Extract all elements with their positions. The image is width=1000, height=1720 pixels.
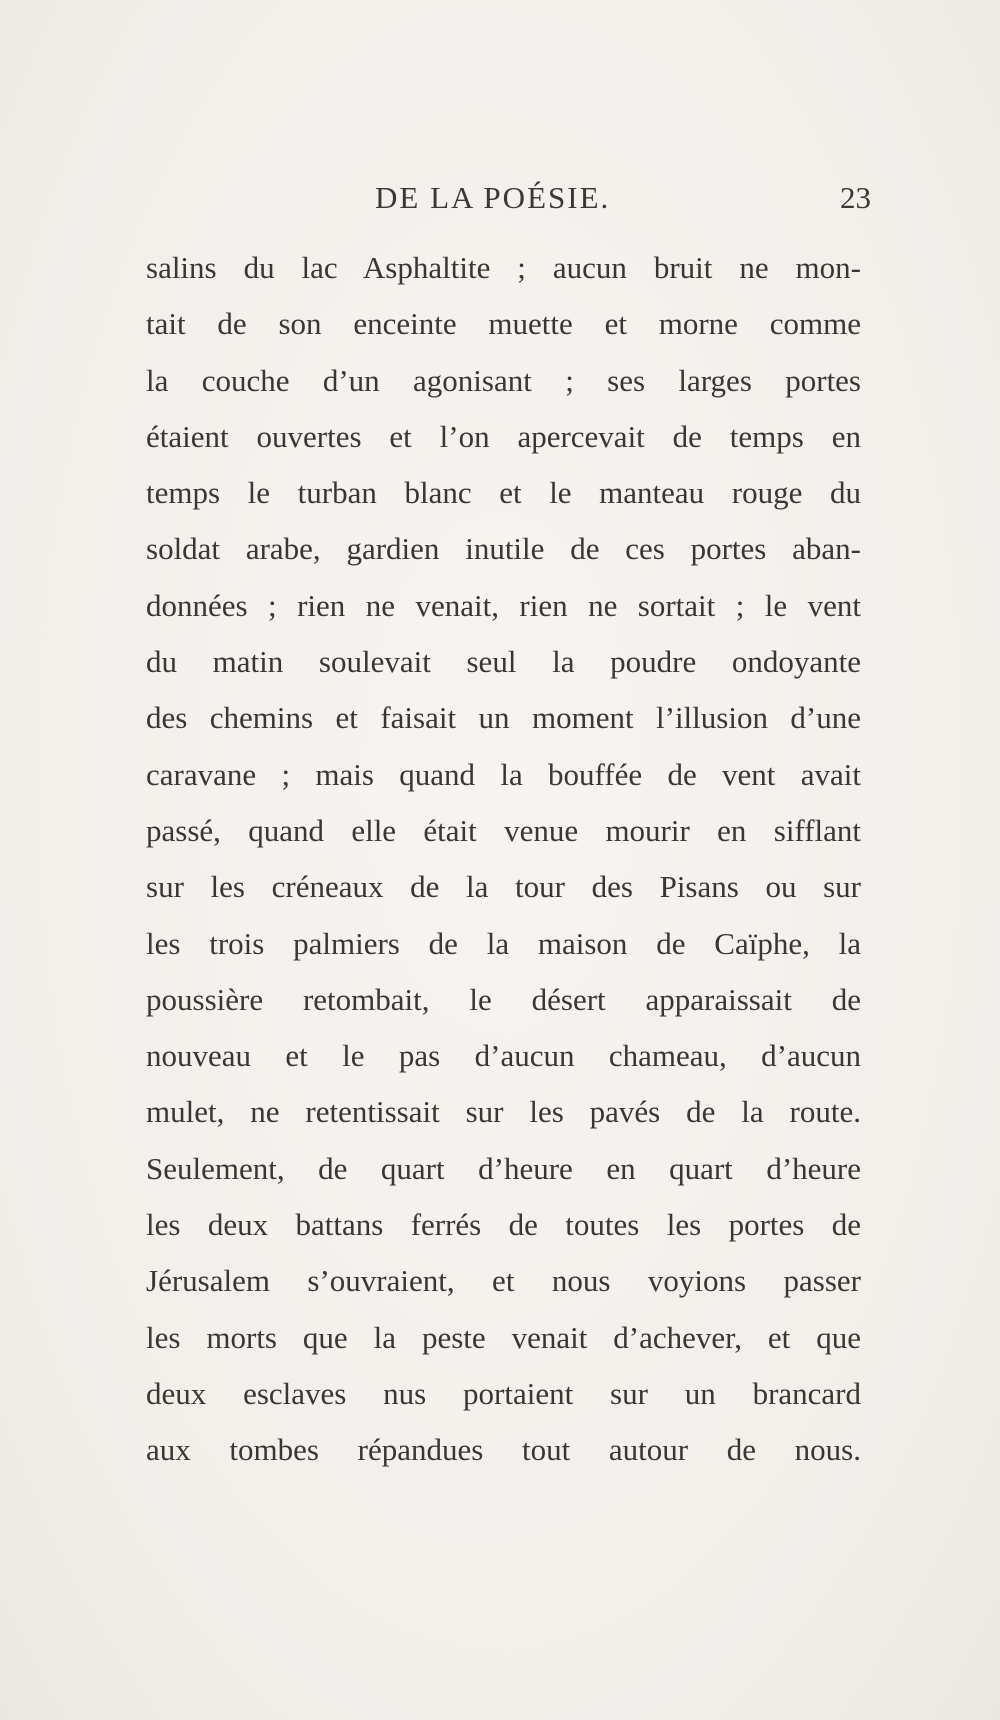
text-line: aux tombes répandues tout autour de nous. bbox=[146, 1432, 861, 1468]
text-line: nouveau et le pas d’aucun chameau, d’aucun bbox=[146, 1038, 861, 1074]
text-line: passé, quand elle était venue mourir en sifflant bbox=[146, 812, 861, 848]
page-number: 23 bbox=[840, 180, 871, 215]
text-line: étaient ouvertes et l’on apercevait de temps en bbox=[146, 418, 861, 454]
text-line: poussière retombait, le désert apparaissait de bbox=[146, 981, 861, 1017]
text-line: Jérusalem s’ouvraient, et nous voyions passer bbox=[146, 1263, 861, 1299]
text-line: les deux battans ferrés de toutes les portes de bbox=[146, 1207, 861, 1243]
text-line: temps le turban blanc et le manteau rouge du bbox=[146, 475, 861, 511]
running-head bbox=[0, 180, 1000, 224]
text-line: Seulement, de quart d’heure en quart d’heure bbox=[146, 1150, 861, 1186]
text-line: des chemins et faisait un moment l’illusion d’une bbox=[146, 700, 861, 736]
text-line: les morts que la peste venait d’achever, et que bbox=[146, 1319, 861, 1355]
text-line: soldat arabe, gardien inutile de ces portes aban- bbox=[146, 531, 861, 567]
text-line: les trois palmiers de la maison de Caïphe, la bbox=[146, 925, 861, 961]
running-title: DE LA POÉSIE. bbox=[375, 180, 611, 215]
text-line: mulet, ne retentissait sur les pavés de la route. bbox=[146, 1094, 861, 1130]
text-line: deux esclaves nus portaient sur un brancard bbox=[146, 1375, 861, 1411]
text-line: caravane ; mais quand la bouffée de vent avait bbox=[146, 756, 861, 792]
text-line: la couche d’un agonisant ; ses larges portes bbox=[146, 362, 861, 398]
text-line: du matin soulevait seul la poudre ondoyante bbox=[146, 644, 861, 680]
text-line: sur les créneaux de la tour des Pisans ou sur bbox=[146, 869, 861, 905]
text-line: données ; rien ne venait, rien ne sortait ; le vent bbox=[146, 587, 861, 623]
text-line: tait de son enceinte muette et morne comme bbox=[146, 306, 861, 342]
body-text bbox=[146, 240, 861, 1479]
text-line: salins du lac Asphaltite ; aucun bruit ne mon- bbox=[146, 250, 861, 285]
